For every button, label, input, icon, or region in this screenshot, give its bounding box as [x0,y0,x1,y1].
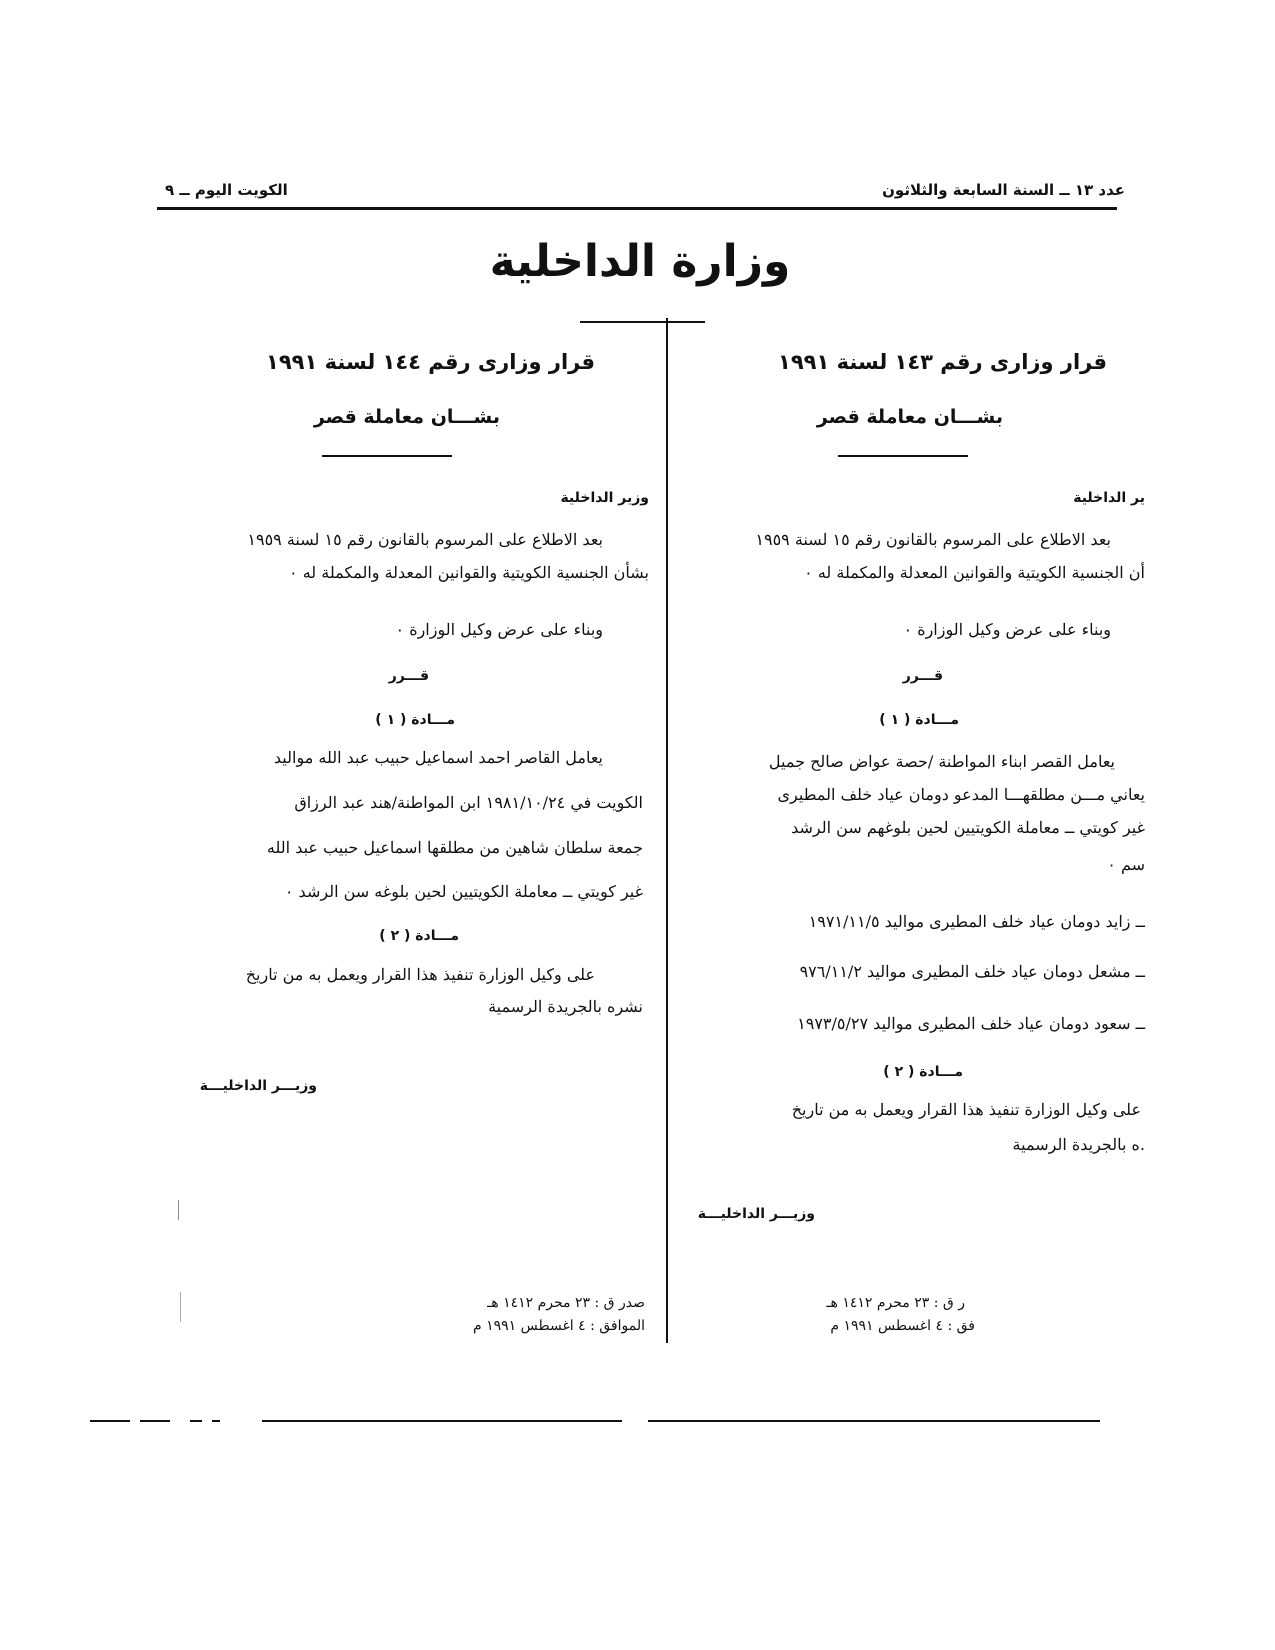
right-article-1: مـــادة ( ١ ) [879,712,959,728]
footer-rule-left-1 [90,1420,130,1422]
left-decision-title: قرار وزارى رقم ١٤٤ لسنة ١٩٩١ [266,350,595,374]
left-article-1-line-3: جمعة سلطان شاهين من مطلقها اسماعيل حبيب عبد الله [266,838,643,857]
left-article-1-line-1: يعامل القاصر احمد اسماعيل حبيب عبد الله مواليد [273,748,603,767]
ministry-title: وزارة الداخلية [489,236,791,287]
left-article-1: مـــادة ( ١ ) [375,712,455,728]
left-decides: قـــرر [388,668,429,684]
right-preamble-1: بعد الاطلاع على المرسوم بالقانون رقم ١٥ لسنة ١٩٥٩ [755,530,1111,549]
right-child-2: ــ مشعل دومان عياد خلف المطيرى مواليد ٩٧٦/١١/٢ [799,962,1145,981]
left-issued-date-gregorian: الموافق : ٤ اغسطس ١٩٩١ م [472,1318,645,1334]
footer-rule-left-2 [140,1420,170,1422]
right-article-1-line-1: يعامل القصر ابناء المواطنة /حصة عواض صالح جميل [768,752,1115,771]
scan-mark [180,1292,181,1322]
right-minister-label: ير الداخلية [1073,490,1145,506]
right-article-1-line-4: سم ٠ [1107,855,1145,874]
left-decision-subtitle: بشـــان معاملة قصر [313,406,500,428]
right-decides: قـــرر [902,668,943,684]
right-issued-date-gregorian: فق : ٤ اغسطس ١٩٩١ م [830,1318,975,1334]
right-article-2: مـــادة ( ٢ ) [883,1064,963,1080]
right-decision-subtitle: بشـــان معاملة قصر [816,406,1003,428]
right-article-1-line-2: يعاني مـــن مطلقهـــا المدعو دومان عياد خلف المطيرى [777,785,1145,804]
right-subtitle-rule [838,455,968,457]
right-article-2-line-2: .ه بالجريدة الرسمية [1012,1135,1145,1154]
header-rule [157,207,1117,210]
left-preamble-2: بشأن الجنسية الكويتية والقوانين المعدلة والمكملة له ٠ [289,563,649,582]
left-article-1-line-2: الكويت في ١٩٨١/١٠/٢٤ ابن المواطنة/هند عبد الرزاق [294,793,643,812]
left-subtitle-rule [322,455,452,457]
right-child-1: ــ زايد دومان عياد خلف المطيرى مواليد ١٩٧١/١١/٥ [808,912,1145,931]
scan-mark [178,1200,179,1220]
right-signature: وزيـــر الداخليـــة [697,1206,815,1222]
right-article-1-line-3: غير كويتي ــ معاملة الكويتيين لحين بلوغهم سن الرشد [791,818,1145,837]
header-gazette-page: الكويت اليوم ــ ٩ [165,181,288,199]
left-article-1-line-4: غير كويتي ــ معاملة الكويتيين لحين بلوغه سن الرشد ٠ [284,882,643,901]
left-article-2-line-2: نشره بالجريدة الرسمية [488,997,643,1016]
right-preamble-2: أن الجنسية الكويتية والقوانين المعدلة والمكملة له ٠ [804,563,1145,582]
left-preamble-3: وبناء على عرض وكيل الوزارة ٠ [395,620,603,639]
right-article-2-line-1: على وكيل الوزارة تنفيذ هذا القرار ويعمل به من تاريخ [791,1100,1141,1119]
left-minister-label: وزير الداخلية [560,490,649,506]
footer-rule-left-4 [212,1420,220,1422]
right-child-3: ــ سعود دومان عياد خلف المطيرى مواليد ١٩٧٣/٥/٢٧ [797,1014,1145,1033]
right-decision-title: قرار وزارى رقم ١٤٣ لسنة ١٩٩١ [778,350,1107,374]
column-divider [666,318,668,1343]
left-preamble-1: بعد الاطلاع على المرسوم بالقانون رقم ١٥ لسنة ١٩٥٩ [247,530,603,549]
footer-rule-left-3 [190,1420,202,1422]
right-preamble-3: وبناء على عرض وكيل الوزارة ٠ [903,620,1111,639]
left-article-2-line-1: على وكيل الوزارة تنفيذ هذا القرار ويعمل به من تاريخ [245,965,595,984]
left-article-2: مـــادة ( ٢ ) [379,928,459,944]
left-signature: وزيـــر الداخليـــة [199,1078,317,1094]
footer-rule-left-5 [262,1420,622,1422]
footer-rule-right [648,1420,1100,1422]
right-issued-date-hijri: ر ق : ٢٣ محرم ١٤١٢ هـ [826,1295,965,1311]
left-issued-date-hijri: صدر ق : ٢٣ محرم ١٤١٢ هـ [487,1295,645,1311]
header-issue: عدد ١٣ ــ السنة السابعة والثلاثون [882,181,1125,199]
title-underline [580,321,705,323]
